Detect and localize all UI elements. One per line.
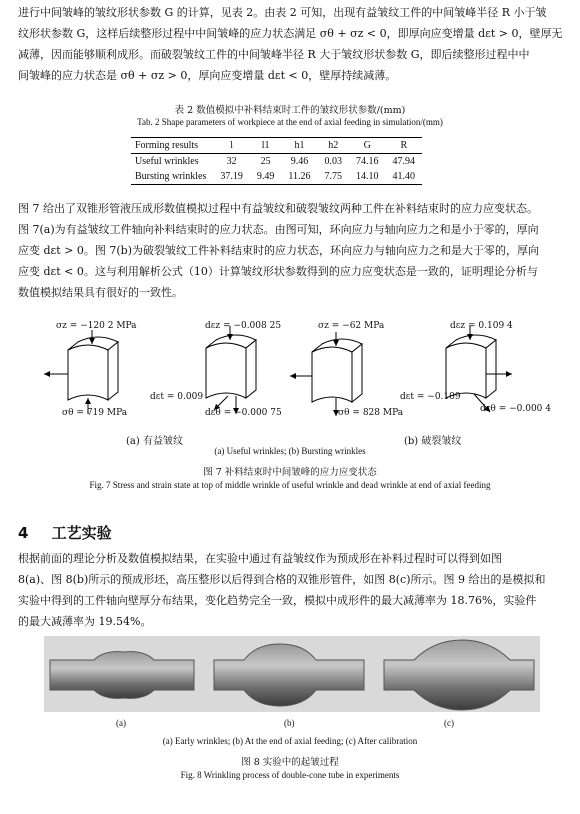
strain-element-a [206,335,256,398]
fig7-sub-en: (a) Useful wrinkles; (b) Bursting wrinkles [214,446,366,456]
d-eps-theta-b: dεθ = −0.000 4 [480,404,551,414]
tube-end-of-feeding [214,644,364,706]
stress-element-a [68,337,118,400]
table-header-cell: R [386,138,423,154]
paragraph-1 [18,2,566,86]
table-cell: 11.26 [281,169,317,185]
table-cell: 9.46 [290,156,309,167]
stress-element-b [312,339,362,402]
fig7-caption-en: Fig. 7 Stress and strain state at top of middle wrinkle of useful wrinkle and dead wrinkle at end of axial feeding [89,480,491,490]
table-header-cell: h2 [318,138,350,154]
sigma-theta-a: σθ = 719 MPa [62,408,128,418]
tube-early-wrinkles [50,652,194,699]
text-line: 8(a)、图 8(b)所示的预成形坯，高压整形以后得到合格的双锥形管件，如图 8(c)所示。图 9 给出的是模拟和 [18,573,546,586]
table-cell: 9.49 [250,169,282,185]
text-line: 数值模拟结果具有很好的一致性。 [18,286,183,299]
text-line: 应变 dεt > 0。图 7(b)为破裂皱纹工件补料结束时的应力状态，环向应力与轴向应力之和是大于零的，厚向 [18,244,539,257]
table-cell: Useful wrinkles [135,156,199,167]
table-cell: 47.94 [392,156,416,167]
text-line: 图 7 给出了双锥形管液压成形数值模拟过程中有益皱纹和破裂皱纹两种工件在补料结束时的应力应变状态。 [18,202,538,215]
table-cell: 7.75 [318,169,350,185]
sigma-z-a: σz = −120 2 MPa [56,321,137,331]
section-number: 4 [18,524,29,542]
table-2 [131,137,422,185]
d-eps-t-a: dεt = 0.009 [150,392,204,402]
table-caption-en: Tab. 2 Shape parameters of workpiece at the end of axial feeding in simulation/(mm) [137,117,443,127]
fig7-sub-b: (b) 破裂皱纹 [404,436,462,447]
table-cell: 41.40 [386,169,423,185]
d-eps-z-a: dεz = −0.008 25 [205,321,282,331]
table-caption-zh: 表 2 数值模拟中补料结束时工件的皱纹形状参数/(mm) [174,105,406,116]
table-row [131,169,422,185]
fig7-sub-a: (a) 有益皱纹 [126,436,183,447]
figure-7-diagram [0,318,580,418]
table-cell: 14.10 [349,169,386,185]
table-header-cell: G [349,138,386,154]
d-eps-z-b: dεz = 0.109 4 [450,321,513,331]
d-eps-theta-a: dεθ = −0.000 75 [205,408,282,418]
paragraph-2 [18,198,566,303]
table-header-row [131,138,422,154]
table-header-cell: Forming results [131,138,213,154]
text-line: 间皱峰的应力状态是 σθ + σz > 0，厚向应变增量 dεt < 0，壁厚持续减薄。 [18,69,397,82]
text-line: 的最大减薄率为 19.54%。 [18,615,152,628]
table-cell: 0.03 [324,156,343,167]
section-heading [18,522,112,543]
d-eps-t-b: dεt = −0.109 [400,392,461,402]
sigma-z-b: σz = −62 MPa [318,321,385,331]
figure-8-photo [44,636,540,712]
tube-photos [44,636,540,712]
table-cell: Bursting wrinkles [131,169,213,185]
text-line: 应变 dεt < 0。这与利用解析公式（10）计算皱纹形状参数得到的应力应变状态是一致的，证明理论分析与 [18,265,538,278]
text-line: 减薄，因而能够顺利成形。而破裂皱纹工件的中间皱峰半径 R 大于皱纹形状参数 G，即后续整形过程中中 [18,48,530,61]
text-line: 图 7(a)为有益皱纹工件轴向补料结束时的应力状态。由图可知，环向应力与轴向应力之和是小于零的，厚向 [18,223,539,236]
table-cell: 25 [260,156,271,167]
text-line: 实验中得到的工件轴向壁厚分布结果，变化趋势完全一致，模拟中成形件的最大减薄率为 18.76%，实验件 [18,594,537,607]
fig7-caption-zh: 图 7 补料结束时中间皱峰的应力应变状态 [203,467,377,478]
fig8-sub-en: (a) Early wrinkles; (b) At the end of axial feeding; (c) After calibration [162,736,418,746]
table-header-cell: h1 [281,138,317,154]
table-row [131,154,422,170]
table-header-cell: l1 [250,138,282,154]
fig8-label-b: (b) [284,718,295,728]
table-cell: 37.19 [213,169,250,185]
section-title: 工艺实验 [51,524,112,542]
table-cell: 74.16 [356,156,379,167]
fig8-caption-zh: 图 8 实验中的起皱过程 [241,757,339,768]
paragraph-3 [18,548,566,632]
table-cell: 32 [226,156,237,167]
fig8-label-a: (a) [116,718,126,728]
strain-element-b [446,335,496,398]
text-line: 进行中间皱峰的皱纹形状参数 G 的计算，见表 2。由表 2 可知，出现有益皱纹工件的中间皱峰半径 R 小于皱 [18,6,547,19]
tube-after-calibration [384,640,534,710]
text-line: 纹形状参数 G，这样后续整形过程中中间皱峰的应力状态满足 σθ + σz < 0，即厚向应变增量 dεt > 0，壁厚无 [18,27,563,40]
text-line: 根据前面的理论分析及数值模拟结果，在实验中通过有益皱纹作为预成形在补料过程时可以得到如图 [18,552,502,565]
sigma-theta-b: σθ = 828 MPa [338,408,404,418]
fig8-caption-en: Fig. 8 Wrinkling process of double-cone tube in experiments [180,770,400,780]
table-header-cell: l [213,138,250,154]
fig8-label-c: (c) [444,718,454,728]
